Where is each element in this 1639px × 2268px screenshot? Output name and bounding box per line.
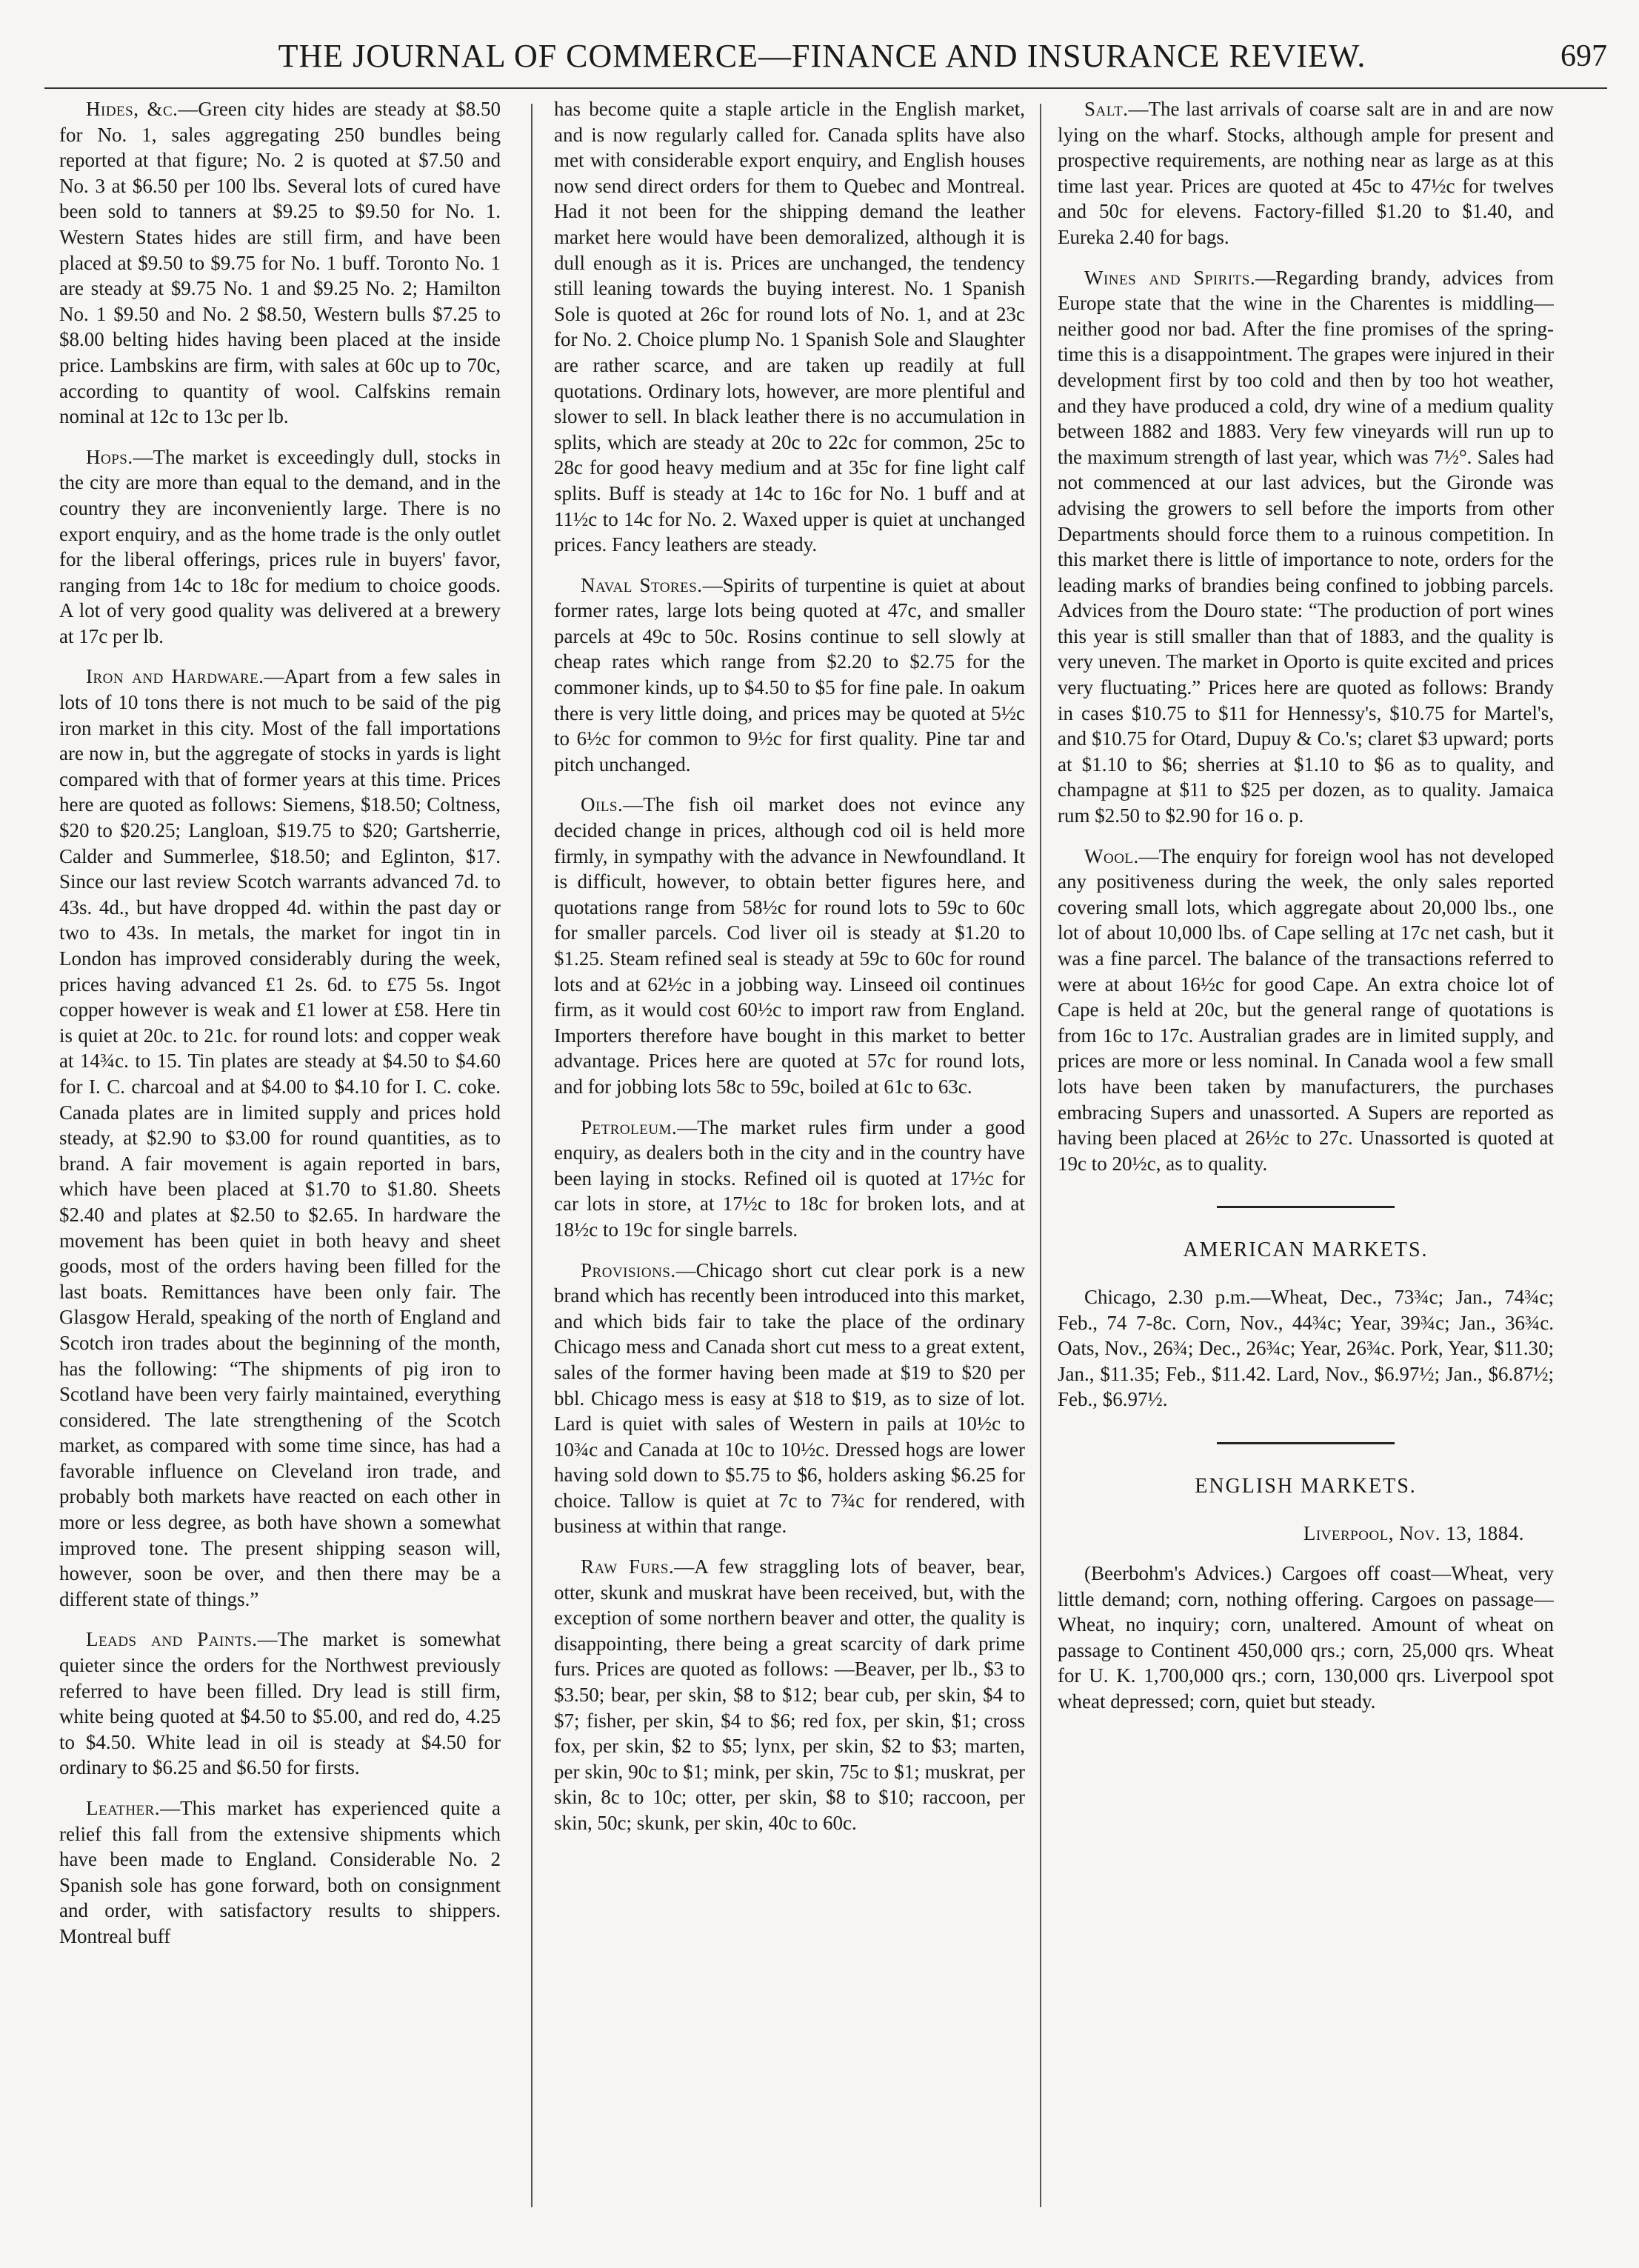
article-raw-furs — [554, 1554, 1025, 1836]
section-body-wool: —The enquiry for foreign wool has not developed any positiveness during the week, the only sales reported covering small lots, which aggregate about 20,000 lbs., one lot of about 10,000 lbs. of Cape selling at 17c net cash, but it was a fine parcel. The balance of the transactions referred to were at about 16½c for good Cape. An extra choice lot of Cape is held at 20c, but the general range of quotations is from 16c to 17c. Australian grades are in limited supply, and prices are more or less nominal. In Canada wool a few small lots have been taken by manufacturers, the purchases embracing Supers and unassorted. A Supers are reported as having been placed at 26½c to 27c. Unassorted is quoted at 19c to 20½c, as to quality. — [1058, 844, 1554, 1175]
article-oils — [554, 792, 1025, 1099]
page-header — [30, 33, 1615, 84]
column-divider-1 — [531, 104, 533, 2207]
journal-title: THE JOURNAL OF COMMERCE—FINANCE AND INSURANCE REVIEW. — [278, 38, 1366, 74]
section-body-hides: —Green city hides are steady at $8.50 for No. 1, sales aggregating 250 bundles being reported at that figure; No. 2 is quoted at $7.50 and No. 3 at $6.50 per 100 lbs. Several lots of cured have been sold to tanners at $9.25 to $9.50 for No. 1. Western States hides are still firm, and have been placed at $9.50 to $9.75 for No. 1 buff. Toronto No. 1 are steady at $9.75 No. 1 and $9.25 No. 2; Hamilton No. 1 $9.50 and No. 2 $8.50, Western bulls $7.25 to $8.00 belting hides having been placed at the inside price. Lambskins are firm, with sales at 60c up to 70c, according to quantity of wool. Calfskins remain nominal at 12c to 13c per lb. — [59, 98, 501, 428]
section-head-naval: Naval Stores. — [581, 573, 703, 596]
american-markets-body: Chicago, 2.30 p.m.—Wheat, Dec., 73¾c; Jan., 74¾c; Feb., 74 7-8c. Corn, Nov., 44¾c; Year, 39¾c; Jan., 36¾c. Oats, Nov., 26¾; Dec., 26¾c; Year, 26¾c. Pork, Year, $11.30; Jan., $11.35; Feb., $11.42. Lard, Nov., $6.97½; Jan., $6.87½; Feb., $6.97½. — [1058, 1285, 1554, 1411]
section-body-provisions: —Chicago short cut clear pork is a new brand which has recently been introduced into this market, and which bids fair to take the place of the ordinary Chicago mess and Canada short cut mess to a great extent, sales of the former having been made at $19 to $20 per bbl. Chicago mess is easy at $18 to $19, as to size of lot. Lard is quiet with sales of Western in pails at 10½c to 10¾c and Canada at 10c to 10½c. Dressed hogs are lower having sold down to $5.75 to $6, holders asking $6.25 for choice. Tallow is quiet at 7c to 7¾c for rendered, with business at within that range. — [554, 1258, 1025, 1538]
english-markets-body: (Beerbohm's Advices.) Cargoes off coast—Wheat, very little demand; corn, nothing offering. Cargoes on passage—Wheat, no inquiry; corn, unaltered. Amount of wheat on passage to Continent 450,000 qrs.; corn, 25,000 qrs. Wheat for U. K. 1,700,000 qrs.; corn, 130,000 qrs. Liverpool spot wheat depressed; corn, quiet but steady. — [1058, 1562, 1554, 1713]
article-hides — [59, 96, 501, 430]
article-provisions — [554, 1258, 1025, 1540]
section-head-salt: Salt. — [1084, 98, 1129, 120]
section-head-wines: Wines and Spirits. — [1084, 266, 1256, 289]
section-body-hops: —The market is exceedingly dull, stocks in the city are more than equal to the demand, and in the country they are inconveniently large. There is no export enquiry, and as the home trade is the only outlet for the liberal offerings, prices rule in buyers' favor, ranging from 14c to 18c for medium to choice goods. A lot of very good quality was delivered at a brewery at 17c per lb. — [59, 445, 501, 647]
page-number: 697 — [1560, 39, 1607, 73]
article-petroleum — [554, 1115, 1025, 1243]
section-body-naval: —Spirits of turpentine is quiet at about former rates, large lots being quoted at 47c, and smaller parcels at 49c to 50c. Rosins continue to sell slowly at cheap rates which range from $2.20 to $2.75 for the commoner kinds, up to $4.50 to $5 for fine pale. In oakum there is very little doing, and prices may be quoted at 5½c to 6½c for common to 9½c for first quality. Pine tar and pitch unchanged. — [554, 573, 1025, 776]
english-markets-heading: ENGLISH MARKETS. — [1195, 1474, 1417, 1498]
section-divider-american — [1217, 1206, 1395, 1208]
column-1 — [59, 96, 501, 2207]
section-body-oils: —The fish oil market does not evince any decided change in prices, although cod oil is held more firmly, in sympathy with the advance in Newfoundland. It is difficult, however, to obtain better figures here, and quotations range from 58½c for round lots to 59c to 60c for smaller parcels. Cod liver oil is steady at $1.20 to $1.25. Steam refined seal is steady at 59c to 60c for round lots and at 62½c in a jobbing way. Linseed oil continues firm, as it would cost 60½c to import raw from England. Importers therefore have bought in this market to better advantage. Prices here are quoted at 57c for round lots, and for jobbing lots 58c to 59c, boiled at 61c to 63c. — [554, 793, 1025, 1098]
article-salt — [1058, 96, 1554, 250]
english-markets-dateline: Liverpool, Nov. 13, 1884. — [1303, 1521, 1524, 1544]
article-leads — [59, 1627, 501, 1781]
section-body-wines: —Regarding brandy, advices from Europe state that the wine in the Charentes is middling—neither good nor bad. After the fine promises of the spring-time this is a disappointment. The grapes were injured in their development first by too cold and then by too hot weather, and they have produced a cold, dry wine of a medium quality between 1882 and 1883. Very few vineyards will run up to the maximum strength of last year, which was 7½°. Sales had not commenced at our last advices, but the Gironde was advising the growers to sell before the imports from other Departments should force them to a ruinous competition. In this market there is little of importance to note, orders for the leading marks of brandies being confined to jobbing parcels. Advices from the Douro state: “The production of port wines this year is still smaller than that of 1883, and the quality is very uneven. The market in Oporto is quite excited and prices very fluctuating.” Prices here are quoted as follows: Brandy in cases $10.75 to $11 for Hennessy's, $10.75 for Martel's, and $10.75 for Otard, Dupuy & Co.'s; claret $3 upward; ports at $1.10 to $6; sherries at $1.10 to $6 as to quality, and champagne at $11 to $25 per dozen, as to quality. Jamaica rum $2.50 to $2.90 for 16 o. p. — [1058, 266, 1554, 827]
section-body-leads: —The market is somewhat quieter since the orders for the Northwest previously referred to have been filled. Dry lead is still firm, white being quoted at $4.50 to $5.00, and red do, 4.25 to $4.50. White lead in oil is steady at $4.50 for ordinary to $6.25 and $6.50 for firsts. — [59, 1628, 501, 1779]
section-head-furs: Raw Furs. — [581, 1555, 675, 1578]
column-divider-2 — [1040, 104, 1041, 2207]
section-body-salt: —The last arrivals of coarse salt are in and are now lying on the wharf. Stocks, although ample for present and prospective requirements, are nothing near as large as at this time last year. Prices are quoted at 45c to 47½c for twelves and 50c for elevens. Factory-filled $1.20 to $1.40, and Eureka 2.40 for bags. — [1058, 98, 1554, 248]
section-head-petroleum: Petroleum. — [581, 1115, 678, 1138]
article-leather-continued: has become quite a staple article in the English market, and is now regularly called for. Canada splits have also met with considerable export enquiry, and English houses now send direct orders for them to Quebec and Montreal. Had it not been for the shipping demand the leather market here would have been demoralized, although it is dull enough as it is. Prices are unchanged, the tendency still leaning towards the buying interest. No. 1 Spanish Sole is quoted at 26c for round lots of No. 1, and at 23c for No. 2. Choice plump No. 1 Spanish Sole and Slaughter are rather scarce, and are taken up readily at full quotations. Ordinary lots, however, are more plentiful and slower to sell. In black leather there is no accumulation in splits, which are steady at 20c to 22c for common, 25c to 28c for good heavy medium and at 35c for fine light calf splits. Buff is steady at 14c to 16c for No. 1 buff and at 11½c to 14c for No. 2. Waxed upper is quiet at unchanged prices. Fancy leathers are steady. — [554, 98, 1025, 556]
section-head-hides: Hides, &c. — [86, 98, 178, 120]
section-divider-english — [1217, 1442, 1395, 1444]
section-body-petroleum: —The market rules firm under a good enquiry, as dealers both in the city and in the country have been laying in stocks. Refined oil is quoted at 17½c for car lots in store, at 17½c to 18c for broken lots, and at 18½c to 19c for single barrels. — [554, 1115, 1025, 1241]
article-wines — [1058, 265, 1554, 829]
article-naval-stores — [554, 573, 1025, 778]
section-head-wool: Wool. — [1084, 844, 1139, 867]
article-hops — [59, 444, 501, 650]
article-leather — [59, 1795, 501, 1950]
section-head-leads: Leads and Paints. — [86, 1628, 258, 1651]
section-head-hops: Hops. — [86, 445, 133, 468]
section-head-provisions: Provisions. — [581, 1258, 676, 1281]
article-iron — [59, 664, 501, 1612]
section-body-furs: —A few straggling lots of beaver, bear, otter, skunk and muskrat have been received, but, with the exception of some northern beaver and otter, the quality is disappointing, there being a great scarcity of dark prime furs. Prices are quoted as follows: —Beaver, per lb., $3 to $3.50; bear, per skin, $8 to $12; bear cub, per skin, $4 to $7; fisher, per skin, $4 to $6; red fox, per skin, $1; cross fox, per skin, $2 to $5; lynx, per skin, $2 to $3; marten, per skin, 90c to $1; mink, per skin, 75c to $1; muskrat, per skin, 8c to 10c; otter, per skin, $8 to $10; raccoon, per skin, 50c; skunk, per skin, 40c to 60c. — [554, 1555, 1025, 1834]
header-rule — [44, 87, 1607, 89]
article-wool — [1058, 844, 1554, 1177]
section-body-leather: —This market has experienced quite a relief this fall from the extensive shipments which have been made to England. Considerable No. 2 Spanish sole has gone forward, both on consignment and order, with satisfactory results to shippers. Montreal buff — [59, 1797, 501, 1947]
column-3 — [1058, 96, 1554, 2207]
american-markets-heading: AMERICAN MARKETS. — [1183, 1238, 1429, 1262]
column-2 — [554, 96, 1025, 2207]
section-body-iron: —Apart from a few sales in lots of 10 tons there is not much to be said of the pig iron market in this city. Most of the fall importations are now in, but the aggregate of stocks in yards is light compared with that of former years at this time. Prices here are quoted as follows: Siemens, $18.50; Coltness, $20 to $20.25; Langloan, $19.75 to $20; Gartsherrie, Calder and Summerlee, $18.50; and Eglinton, $17. Since our last review Scotch warrants advanced 7d. to 43s. 4d., but have dropped 4d. within the past day or two to 43s. In metals, the market for ingot tin in London has improved considerably during the week, prices having advanced £1 2s. 6d. to £75 5s. Ingot copper however is weak and £1 lower at £58. Here tin is quiet at 20c. to 21c. for round lots: and copper weak at 14¾c. to 15. Tin plates are steady at $4.50 to $4.60 for I. C. charcoal and at $4.00 to $4.10 for I. C. coke. Canada plates are in limited supply and prices hold steady, at $2.90 to $3.00 for round quantities, as to brand. A fair movement is again reported in bars, which have been placed at $1.70 to $1.80. Sheets $2.40 and plates at $2.50 to $2.65. In hardware the movement has been quiet in both heavy and sheet goods, most of the orders having been filled for the last boats. Remittances have been only fair. The Glasgow Herald, speaking of the north of England and Scotch iron trades about the beginning of the month, has the following: “The shipments of pig iron to Scotland have been very fairly maintained, everything considered. The late strengthening of the Scotch market, as compared with some time since, has had a favorable influence on Cleveland iron trade, and probably both markets have reacted on each other in more or less degree, as both have shown a somewhat improved tone. The present shipping season will, however, soon be over, and then there may be a different state of things.” — [59, 665, 501, 1610]
section-head-oils: Oils. — [581, 793, 624, 816]
section-head-iron: Iron and Hardware. — [86, 665, 264, 688]
section-head-leather: Leather. — [86, 1797, 161, 1819]
